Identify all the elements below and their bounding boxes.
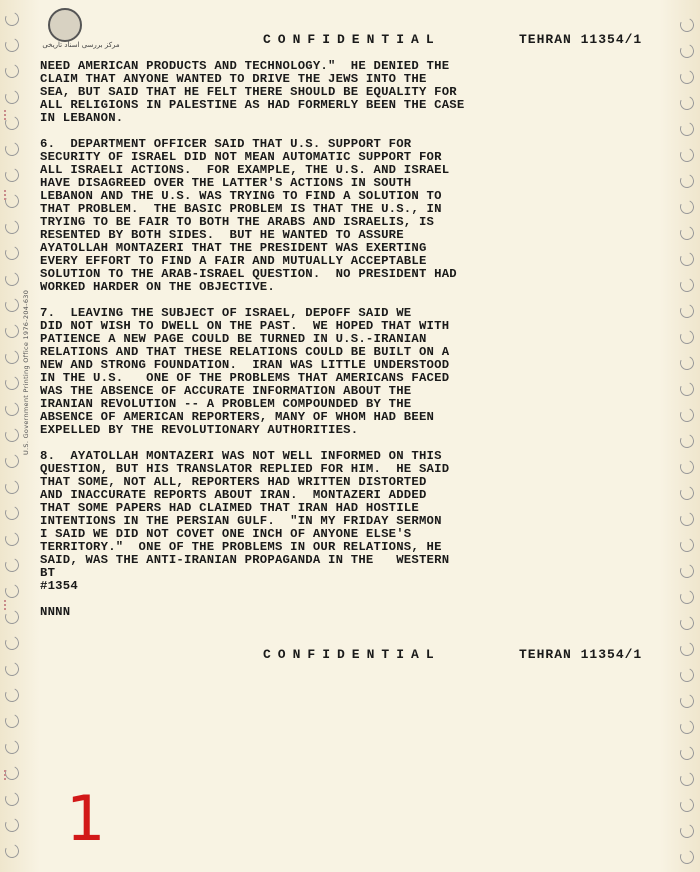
- body-line: 8. AYATOLLAH MONTAZERI WAS NOT WELL INFORMED ON THIS: [40, 449, 442, 463]
- feed-hole: [678, 510, 696, 528]
- feed-hole: [3, 88, 21, 106]
- feed-hole: [678, 172, 696, 190]
- feed-hole: [3, 530, 21, 548]
- feed-hole: [678, 68, 696, 86]
- feed-hole: [678, 744, 696, 762]
- feed-hole: [678, 354, 696, 372]
- feed-hole: [678, 536, 696, 554]
- feed-hole: [3, 36, 21, 54]
- feed-hole: [3, 504, 21, 522]
- body-line: IN LEBANON.: [40, 111, 124, 125]
- body-line: ALL RELIGIONS IN PALESTINE AS HAD FORMERLY BEEN THE CASE: [40, 98, 465, 112]
- body-line: INTENTIONS IN THE PERSIAN GULF. "IN MY FRIDAY SERMON: [40, 514, 442, 528]
- feed-hole: [678, 796, 696, 814]
- feed-hole: [3, 62, 21, 80]
- perforation-mark: [4, 770, 14, 780]
- page-number: 1: [66, 782, 106, 855]
- body-line: NEW AND STRONG FOUNDATION. IRAN WAS LITTLE UNDERSTOOD: [40, 358, 450, 372]
- body-line: LEBANON AND THE U.S. WAS TRYING TO FIND A SOLUTION TO: [40, 189, 442, 203]
- feed-hole: [678, 94, 696, 112]
- body-line: THAT SOME, NOT ALL, REPORTERS HAD WRITTEN DISTORTED: [40, 475, 427, 489]
- feed-hole: [3, 660, 21, 678]
- body-line: IRANIAN REVOLUTION -- A PROBLEM COMPOUNDED BY THE: [40, 397, 412, 411]
- feed-hole: [3, 348, 21, 366]
- feed-hole: [3, 582, 21, 600]
- body-line: 7. LEAVING THE SUBJECT OF ISRAEL, DEPOFF SAID WE: [40, 306, 412, 320]
- body-line: IN THE U.S. ONE OF THE PROBLEMS THAT AMERICANS FACED: [40, 371, 450, 385]
- body-line: SAID, WAS THE ANTI-IRANIAN PROPAGANDA IN THE WESTERN: [40, 553, 450, 567]
- body-line: EVERY EFFORT TO FIND A FAIR AND MUTUALLY ACCEPTABLE: [40, 254, 427, 268]
- feed-hole: [3, 218, 21, 236]
- feed-hole: [678, 484, 696, 502]
- feed-hole: [3, 634, 21, 652]
- perforation-mark: [4, 110, 14, 120]
- feed-hole: [678, 640, 696, 658]
- feed-hole: [3, 608, 21, 626]
- body-line: SEA, BUT SAID THAT HE FELT THERE SHOULD BE EQUALITY FOR: [40, 85, 457, 99]
- tractor-feed-strip-right: [672, 0, 700, 872]
- feed-hole: [678, 302, 696, 320]
- body-line: QUESTION, BUT HIS TRANSLATOR REPLIED FOR HIM. HE SAID: [40, 462, 450, 476]
- header-reference: TEHRAN 11354/1: [519, 32, 643, 47]
- body-line: THAT PROBLEM. THE BASIC PROBLEM IS THAT THE U.S., IN: [40, 202, 442, 216]
- archive-logo-text: مرکز بررسی اسناد تاریخی: [42, 41, 120, 49]
- body-line: AYATOLLAH MONTAZERI THAT THE PRESIDENT WAS EXERTING: [40, 241, 427, 255]
- body-line: BT: [40, 566, 56, 580]
- feed-hole: [678, 276, 696, 294]
- body-line: #1354: [40, 579, 78, 593]
- body-line: RESENTED BY BOTH SIDES. BUT HE WANTED TO ASSURE: [40, 228, 404, 242]
- feed-hole: [678, 406, 696, 424]
- body-line: ALL ISRAELI ACTIONS. FOR EXAMPLE, THE U.S. AND ISRAEL: [40, 163, 450, 177]
- feed-hole: [3, 140, 21, 158]
- feed-hole: [3, 296, 21, 314]
- feed-hole: [3, 322, 21, 340]
- body-line: SOLUTION TO THE ARAB-ISRAEL QUESTION. NO PRESIDENT HAD: [40, 267, 457, 281]
- footer-classification: CONFIDENTIAL: [263, 647, 441, 662]
- body-line: TERRITORY." ONE OF THE PROBLEMS IN OUR RELATIONS, HE: [40, 540, 442, 554]
- feed-hole: [3, 790, 21, 808]
- feed-hole: [678, 146, 696, 164]
- feed-hole: [678, 562, 696, 580]
- feed-hole: [3, 816, 21, 834]
- feed-hole: [3, 738, 21, 756]
- body-line: HAVE DISAGREED OVER THE LATTER'S ACTIONS IN SOUTH: [40, 176, 412, 190]
- header-classification: CONFIDENTIAL: [263, 32, 441, 47]
- perforation-mark: [4, 600, 14, 610]
- archive-logo: [36, 8, 126, 54]
- feed-hole: [3, 712, 21, 730]
- feed-hole: [678, 250, 696, 268]
- feed-hole: [678, 848, 696, 866]
- feed-hole: [3, 556, 21, 574]
- body-line: EXPELLED BY THE REVOLUTIONARY AUTHORITIES.: [40, 423, 359, 437]
- body-line: 6. DEPARTMENT OFFICER SAID THAT U.S. SUPPORT FOR: [40, 137, 412, 151]
- feed-hole: [3, 426, 21, 444]
- body-line: WORKED HARDER ON THE OBJECTIVE.: [40, 280, 275, 294]
- feed-hole: [678, 692, 696, 710]
- footer-reference: TEHRAN 11354/1: [519, 647, 643, 662]
- body-line: SECURITY OF ISRAEL DID NOT MEAN AUTOMATIC SUPPORT FOR: [40, 150, 442, 164]
- feed-hole: [678, 120, 696, 138]
- body-line: AND INACCURATE REPORTS ABOUT IRAN. MONTAZERI ADDED: [40, 488, 427, 502]
- body-line: NEED AMERICAN PRODUCTS AND TECHNOLOGY." HE DENIED THE: [40, 59, 450, 73]
- feed-hole: [3, 374, 21, 392]
- body-line: RELATIONS AND THAT THESE RELATIONS COULD BE BUILT ON A: [40, 345, 450, 359]
- body-line: TRYING TO BE FAIR TO BOTH THE ARABS AND ISRAELIS, IS: [40, 215, 435, 229]
- feed-hole: [3, 478, 21, 496]
- feed-hole: [678, 822, 696, 840]
- perforation-mark: [4, 190, 14, 200]
- feed-hole: [3, 842, 21, 860]
- feed-hole: [3, 452, 21, 470]
- feed-hole: [678, 614, 696, 632]
- feed-hole: [678, 328, 696, 346]
- feed-hole: [678, 666, 696, 684]
- body-line: PATIENCE A NEW PAGE COULD BE TURNED IN U.S.-IRANIAN: [40, 332, 427, 346]
- feed-hole: [678, 458, 696, 476]
- feed-hole: [3, 686, 21, 704]
- body-line: ABSENCE OF AMERICAN REPORTERS, MANY OF WHOM HAD BEEN: [40, 410, 435, 424]
- feed-hole: [3, 10, 21, 28]
- feed-hole: [3, 270, 21, 288]
- body-line: CLAIM THAT ANYONE WANTED TO DRIVE THE JEWS INTO THE: [40, 72, 427, 86]
- feed-hole: [678, 198, 696, 216]
- feed-hole: [3, 400, 21, 418]
- feed-hole: [678, 432, 696, 450]
- feed-hole: [678, 16, 696, 34]
- body-line: THAT SOME PAPERS HAD CLAIMED THAT IRAN HAD HOSTILE: [40, 501, 419, 515]
- feed-hole: [678, 770, 696, 788]
- body-line: NNNN: [40, 605, 71, 619]
- body-line: I SAID WE DID NOT COVET ONE INCH OF ANYONE ELSE'S: [40, 527, 412, 541]
- feed-hole: [678, 224, 696, 242]
- body-line: DID NOT WISH TO DWELL ON THE PAST. WE HOPED THAT WITH: [40, 319, 450, 333]
- feed-hole: [678, 380, 696, 398]
- feed-hole: [678, 588, 696, 606]
- feed-hole: [678, 718, 696, 736]
- body-line: WAS THE ABSENCE OF ACCURATE INFORMATION ABOUT THE: [40, 384, 412, 398]
- feed-hole: [3, 166, 21, 184]
- feed-hole: [678, 42, 696, 60]
- feed-hole: [3, 244, 21, 262]
- printing-office-imprint: U.S. Government Printing Office 1976-204-630: [22, 289, 30, 455]
- archive-logo-icon: [48, 8, 82, 42]
